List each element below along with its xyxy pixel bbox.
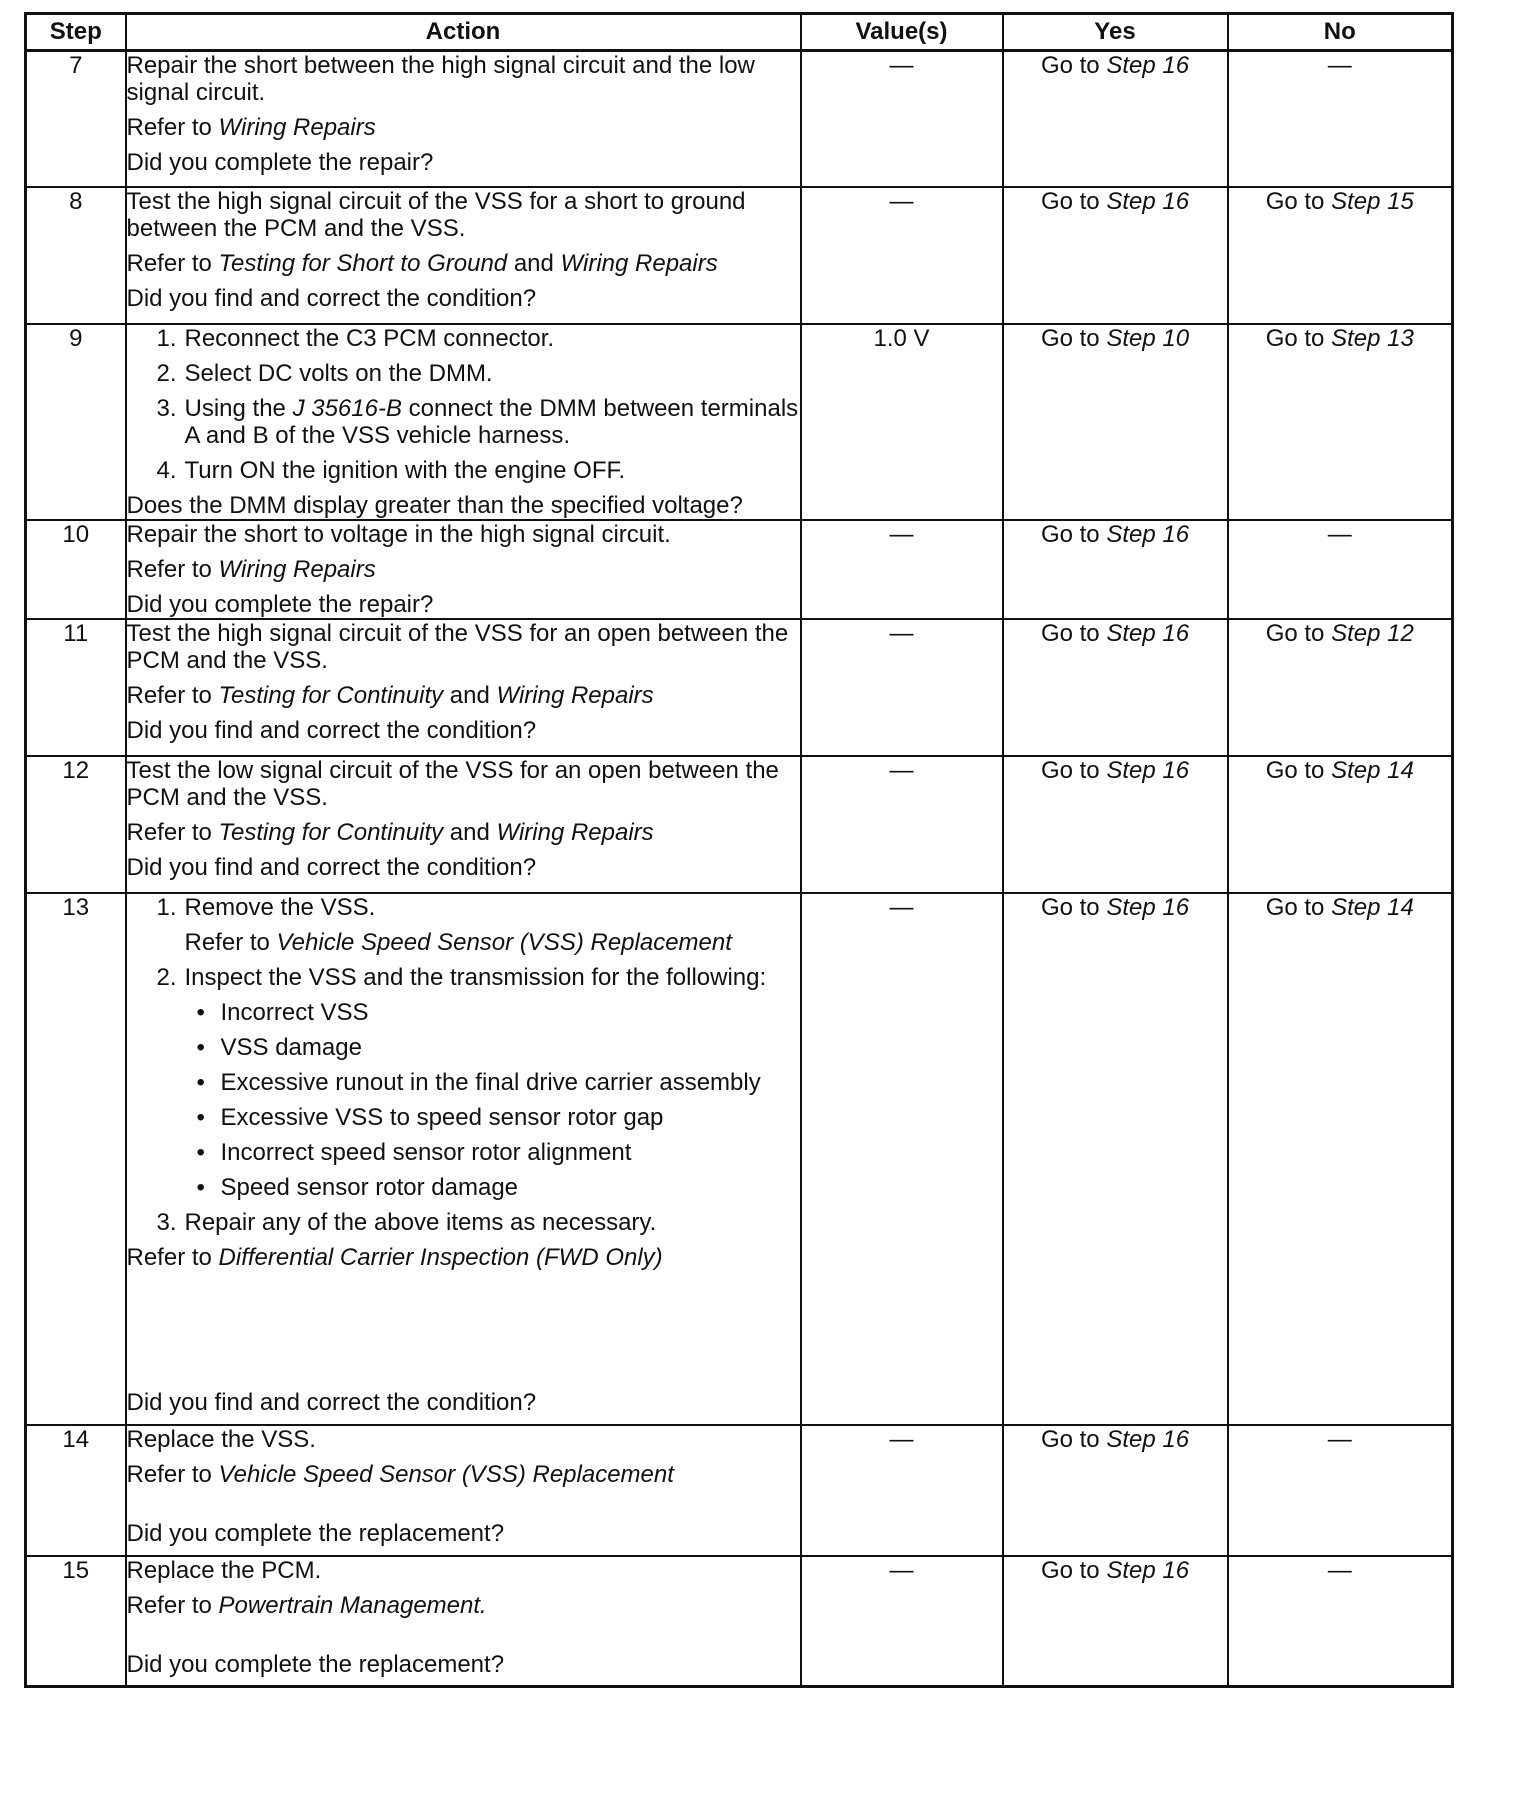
reference-link[interactable]: Wiring Repairs: [496, 681, 654, 709]
table-row-step-7: [26, 51, 1453, 187]
action-cell: [126, 520, 801, 619]
bullet-item: • Excessive runout in the final drive carrier assembly: [196, 1068, 761, 1096]
list-item: 2. Select DC volts on the DMM.: [156, 359, 493, 387]
reference-link[interactable]: Wiring Repairs: [218, 555, 376, 583]
header-action: Action: [126, 14, 801, 51]
yes-cell: Go to Step 16: [1003, 893, 1228, 1425]
table-row-step-14: [26, 1425, 1453, 1556]
goto-step-link[interactable]: Step 16: [1106, 1556, 1190, 1584]
action-text: Test the low signal circuit of the VSS for an open between the PCM and the VSS.: [126, 756, 779, 811]
action-cell: [126, 187, 801, 324]
goto-step-link[interactable]: Step 16: [1106, 520, 1190, 548]
list-item: 1. Remove the VSS.: [156, 893, 376, 921]
diagnostic-table: [24, 12, 1454, 1688]
yes-cell: Go to Step 16: [1003, 619, 1228, 756]
yes-cell: Go to Step 10: [1003, 324, 1228, 520]
goto-step-link[interactable]: Step 14: [1331, 756, 1414, 784]
table-row-step-13: [26, 893, 1453, 1425]
step-number: 7: [26, 51, 126, 187]
bullet-item: • Incorrect VSS: [196, 998, 369, 1026]
step-number: 15: [26, 1556, 126, 1687]
value-cell: —: [801, 619, 1003, 756]
list-item: 1. Reconnect the C3 PCM connector.: [156, 324, 555, 352]
no-cell: —: [1228, 51, 1453, 187]
list-item: 4. Turn ON the ignition with the engine OFF.: [156, 456, 626, 484]
reference-link[interactable]: Powertrain Management.: [218, 1591, 487, 1619]
no-cell: —: [1228, 1425, 1453, 1556]
header-row: [26, 14, 1453, 51]
header-yes: Yes: [1003, 14, 1228, 51]
value-cell: —: [801, 1425, 1003, 1556]
step-number: 9: [26, 324, 126, 520]
reference-link[interactable]: Vehicle Speed Sensor (VSS) Replacement: [218, 1460, 674, 1488]
step-number: 13: [26, 893, 126, 1425]
list-item: 3. Repair any of the above items as necessary.: [156, 1208, 657, 1236]
action-text: Test the high signal circuit of the VSS for a short to ground between the PCM and the VSS.: [126, 187, 746, 242]
table-row-step-8: [26, 187, 1453, 324]
value-cell: —: [801, 51, 1003, 187]
no-cell: —: [1228, 520, 1453, 619]
action-cell: [126, 756, 801, 893]
refer-line: Refer to Wiring Repairs: [126, 555, 376, 583]
action-cell: [126, 1556, 801, 1687]
question-text: Did you find and correct the condition?: [126, 1388, 537, 1416]
table-row-step-9: [26, 324, 1453, 520]
bullet-item: • VSS damage: [196, 1033, 362, 1061]
question-text: Did you find and correct the condition?: [126, 284, 537, 312]
goto-step-link[interactable]: Step 15: [1331, 187, 1414, 215]
action-cell: [126, 893, 801, 1425]
value-cell: —: [801, 893, 1003, 1425]
refer-line: Refer to Testing for Continuity and Wiring Repairs: [126, 681, 654, 709]
no-cell: Go to Step 15: [1228, 187, 1453, 324]
action-cell: [126, 51, 801, 187]
step-number: 14: [26, 1425, 126, 1556]
action-text: Test the high signal circuit of the VSS for an open between the PCM and the VSS.: [126, 619, 789, 674]
refer-line: Refer to Vehicle Speed Sensor (VSS) Replacement: [184, 928, 732, 956]
goto-step-link[interactable]: Step 13: [1331, 324, 1414, 352]
value-cell: —: [801, 187, 1003, 324]
goto-step-link[interactable]: Step 16: [1106, 1425, 1190, 1453]
question-text: Did you find and correct the condition?: [126, 853, 537, 881]
bullet-item: • Excessive VSS to speed sensor rotor gap: [196, 1103, 664, 1131]
reference-link[interactable]: Testing for Short to Ground: [218, 249, 508, 277]
action-text: Replace the PCM.: [126, 1556, 322, 1584]
action-cell: [126, 1425, 801, 1556]
no-cell: Go to Step 12: [1228, 619, 1453, 756]
step-number: 11: [26, 619, 126, 756]
no-cell: —: [1228, 1556, 1453, 1687]
no-cell: Go to Step 14: [1228, 893, 1453, 1425]
table-row-step-11: [26, 619, 1453, 756]
tool-reference: J 35616-B: [292, 394, 402, 422]
goto-step-link[interactable]: Step 12: [1331, 619, 1414, 647]
header-values: Value(s): [801, 14, 1003, 51]
question-text: Did you complete the replacement?: [126, 1519, 505, 1547]
goto-step-link[interactable]: Step 14: [1331, 893, 1414, 921]
goto-step-link[interactable]: Step 16: [1106, 52, 1190, 79]
action-text: Repair the short to voltage in the high signal circuit.: [126, 520, 671, 548]
reference-link[interactable]: Wiring Repairs: [218, 114, 376, 141]
action-cell: [126, 619, 801, 756]
question-text: Does the DMM display greater than the specified voltage?: [126, 491, 743, 519]
step-number: 8: [26, 187, 126, 324]
refer-line: Refer to Testing for Short to Ground and Wiring Repairs: [126, 249, 718, 277]
value-cell: 1.0 V: [801, 324, 1003, 520]
question-text: Did you complete the repair?: [126, 149, 434, 176]
header-step: Step: [26, 14, 126, 51]
action-cell: [126, 324, 801, 520]
list-item: 2. Inspect the VSS and the transmission for the following:: [156, 963, 767, 991]
reference-link[interactable]: Differential Carrier Inspection (FWD Only): [218, 1243, 663, 1271]
refer-line: Refer to Differential Carrier Inspection (FWD Only): [126, 1243, 663, 1271]
yes-cell: Go to Step 16: [1003, 756, 1228, 893]
reference-link[interactable]: Testing for Continuity: [218, 681, 444, 709]
question-text: Did you complete the replacement?: [126, 1650, 505, 1678]
goto-step-link[interactable]: Step 16: [1106, 756, 1190, 784]
header-no: No: [1228, 14, 1453, 51]
action-text: Replace the VSS.: [126, 1425, 316, 1453]
reference-link[interactable]: Testing for Continuity: [218, 818, 444, 846]
yes-cell: Go to Step 16: [1003, 1425, 1228, 1556]
question-text: Did you find and correct the condition?: [126, 716, 537, 744]
refer-line: Refer to Powertrain Management.: [126, 1591, 487, 1619]
reference-link[interactable]: Vehicle Speed Sensor (VSS) Replacement: [276, 928, 732, 956]
value-cell: —: [801, 1556, 1003, 1687]
question-text: Did you complete the repair?: [126, 590, 434, 618]
goto-step-link[interactable]: Step 10: [1106, 324, 1190, 352]
goto-step-link[interactable]: Step 16: [1106, 187, 1190, 215]
no-cell: Go to Step 14: [1228, 756, 1453, 893]
list-item: 3. Using the J 35616-B connect the DMM between terminals A and B of the VSS vehicle harness.: [156, 394, 799, 449]
yes-cell: Go to Step 16: [1003, 51, 1228, 187]
bullet-item: • Speed sensor rotor damage: [196, 1173, 519, 1201]
reference-link[interactable]: Wiring Repairs: [496, 818, 654, 846]
value-cell: —: [801, 520, 1003, 619]
goto-step-link[interactable]: Step 16: [1106, 893, 1190, 921]
refer-line: Refer to Wiring Repairs: [126, 114, 376, 141]
refer-line: Refer to Vehicle Speed Sensor (VSS) Replacement: [126, 1460, 674, 1488]
step-number: 12: [26, 756, 126, 893]
value-cell: —: [801, 756, 1003, 893]
yes-cell: Go to Step 16: [1003, 520, 1228, 619]
table-row-step-15: [26, 1556, 1453, 1687]
no-cell: Go to Step 13: [1228, 324, 1453, 520]
yes-cell: Go to Step 16: [1003, 1556, 1228, 1687]
table-row-step-12: [26, 756, 1453, 893]
table-row-step-10: [26, 520, 1453, 619]
bullet-item: • Incorrect speed sensor rotor alignment: [196, 1138, 632, 1166]
action-text: Repair the short between the high signal circuit and the low signal circuit.: [126, 52, 755, 106]
goto-step-link[interactable]: Step 16: [1106, 619, 1190, 647]
step-number: 10: [26, 520, 126, 619]
yes-cell: Go to Step 16: [1003, 187, 1228, 324]
refer-line: Refer to Testing for Continuity and Wiring Repairs: [126, 818, 654, 846]
reference-link[interactable]: Wiring Repairs: [560, 249, 718, 277]
